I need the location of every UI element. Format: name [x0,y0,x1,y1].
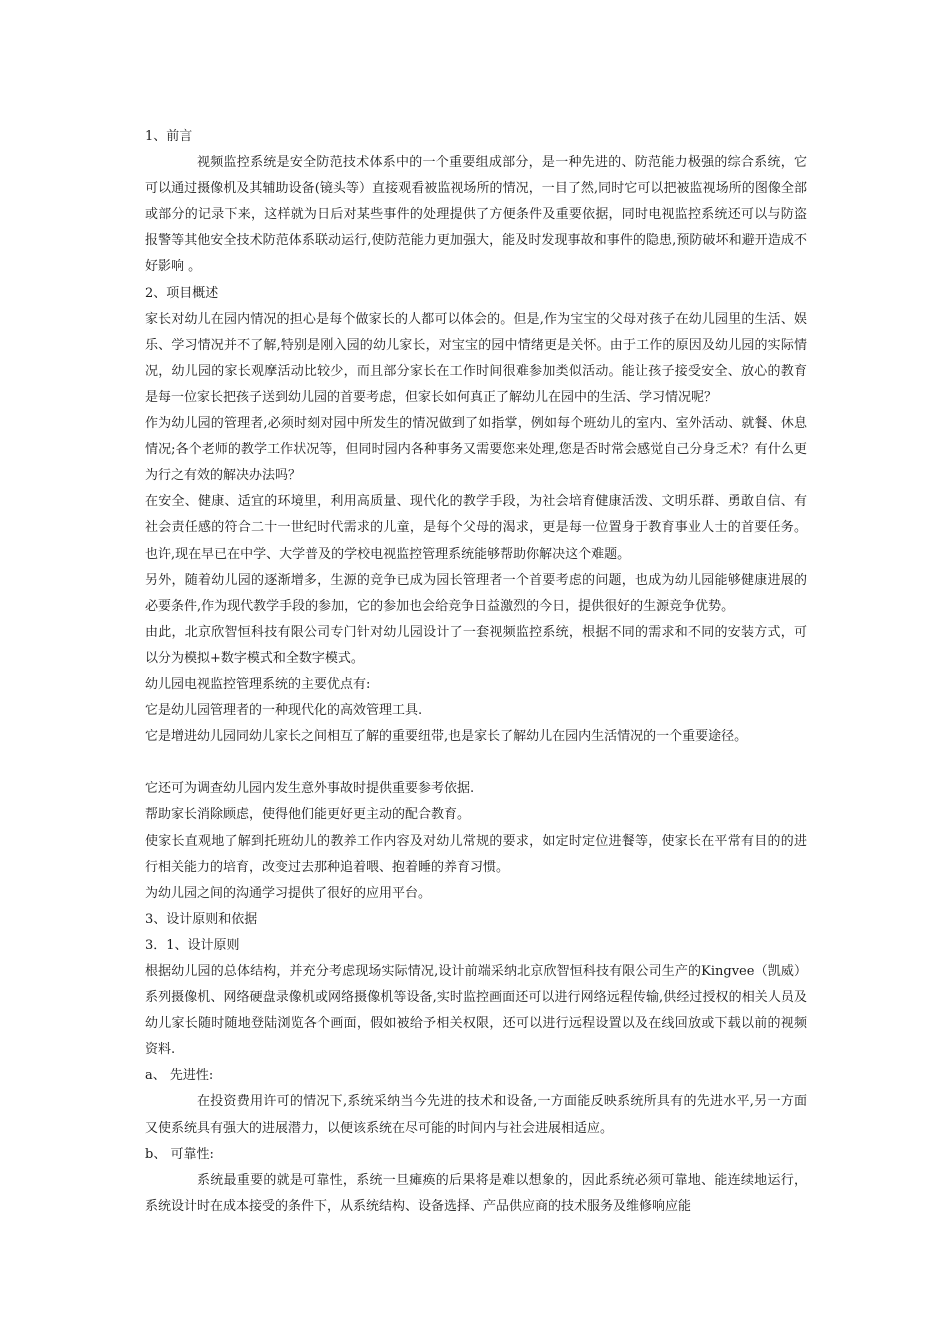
paragraph: 它是增进幼儿园同幼儿家长之间相互了解的重要纽带,也是家长了解幼儿在园内生活情况的一个重要途径。 [145,729,748,745]
section-heading: 3、设计原则和依据 [145,911,258,927]
paragraph: 幼儿园电视监控管理系统的主要优点有: [145,676,371,692]
document-body [145,124,807,1220]
blank-line [145,750,807,776]
paragraph: 家长对幼儿在园内情况的担心是每个做家长的人都可以体会的。但是,作为宝宝的父母对孩子在幼儿园里的生活、娱乐、学习情况并不了解,特别是刚入园的幼儿家长，对宝宝的园中情绪更是关怀。由于工作的原因及幼儿园的实际情况，幼儿园的家长观摩活动比较少，而且部分家长在工作时间很难参加类似活动。能让孩子接受安全、放心的教育是每一位家长把孩子送到幼儿园的首要考虑，但家长如何真正了解幼儿在园中的生活、学习情况呢？ [145,311,807,405]
paragraph: 在安全、健康、适宜的环境里，利用高质量、现代化的教学手段，为社会培育健康活泼、文明乐群、勇敢自信、有社会责任感的符合二十一世纪时代需求的儿童，是每个父母的渴求，更是每一位置身于教育事业人士的首要任务。也许,现在早已在中学、大学普及的学校电视监控管理系统能够帮助你解决这个难题。 [145,494,807,562]
paragraph: 它还可为调查幼儿园内发生意外事故时提供重要参考依据. [145,781,475,797]
paragraph: 视频监控系统是安全防范技术体系中的一个重要组成部分，是一种先进的、防范能力极强的综合系统，它可以通过摄像机及其辅助设备(镜头等）直接观看被监视场所的情况，一目了然,同时它可以把被监视场所的图像全部或部分的记录下来，这样就为日后对某些事件的处理提供了方便条件及重要依据，同时电视监控系统还可以与防盗报警等其他安全技术防范体系联动运行,使防范能力更加强大，能及时发现事故和事件的隐患,预防破坏和避开造成不好影响 。 [145,155,807,275]
paragraph: 根据幼儿园的总体结构，并充分考虑现场实际情况,设计前端采纳北京欣智恒科技有限公司生产的Kingvee（凯威）系列摄像机、网络硬盘录像机或网络摄像机等设备,实时监控画面还可以进行网络远程传输,供经过授权的相关人员及幼儿家长随时随地登陆浏览各个画面，假如被给予相关权限，还可以进行远程设置以及在线回放或下载以前的视频资料. [145,964,807,1058]
paragraph: 帮助家长消除顾虑，使得他们能更好更主动的配合教育。 [145,807,471,823]
paragraph: 由此，北京欣智恒科技有限公司专门针对幼儿园设计了一套视频监控系统，根据不同的需求和不同的安装方式，可以分为模拟+数字模式和全数字模式。 [145,624,807,666]
section-heading: 3．1、设计原则 [145,937,240,953]
paragraph: 在投资费用许可的情况下,系统采纳当今先进的技术和设备,一方面能反映系统所具有的先进水平,另一方面又使系统具有强大的进展潜力，以便该系统在尽可能的时间内与社会进展相适应。 [145,1094,807,1136]
paragraph: 作为幼儿园的管理者,必须时刻对园中所发生的情况做到了如指掌，例如每个班幼儿的室内、室外活动、就餐、休息情况;各个老师的教学工作状况等，但同时园内各种事务又需要您来处理,您是否时常会感觉自己分身乏术？有什么更为行之有效的解决办法吗？ [145,416,807,484]
paragraph: 为幼儿园之间的沟通学习提供了很好的应用平台。 [145,885,432,901]
section-heading: 1、前言 [145,129,193,144]
paragraph: b、 可靠性: [145,1146,214,1162]
paragraph: 它是幼儿园管理者的一种现代化的高效管理工具. [145,703,423,719]
paragraph: 使家长直观地了解到托班幼儿的教养工作内容及对幼儿常规的要求，如定时定位进餐等，使家长在平常有目的的进行相关能力的培育，改变过去那种追着喂、抱着睡的养育习惯。 [145,833,807,875]
section-heading: 2、项目概述 [145,285,219,301]
paragraph: a、 先进性: [145,1068,214,1084]
paragraph: 另外，随着幼儿园的逐渐增多，生源的竞争已成为园长管理者一个首要考虑的问题，也成为幼儿园能够健康进展的必要条件,作为现代教学手段的参加，它的参加也会给竞争日益激烈的今日，提供很好的生源竞争优势。 [145,572,807,614]
paragraph: 系统最重要的就是可靠性，系统一旦瘫痪的后果将是难以想象的，因此系统必须可靠地、能连续地运行，系统设计时在成本接受的条件下，从系统结构、设备选择、产品供应商的技术服务及维修响应能 [145,1172,807,1214]
